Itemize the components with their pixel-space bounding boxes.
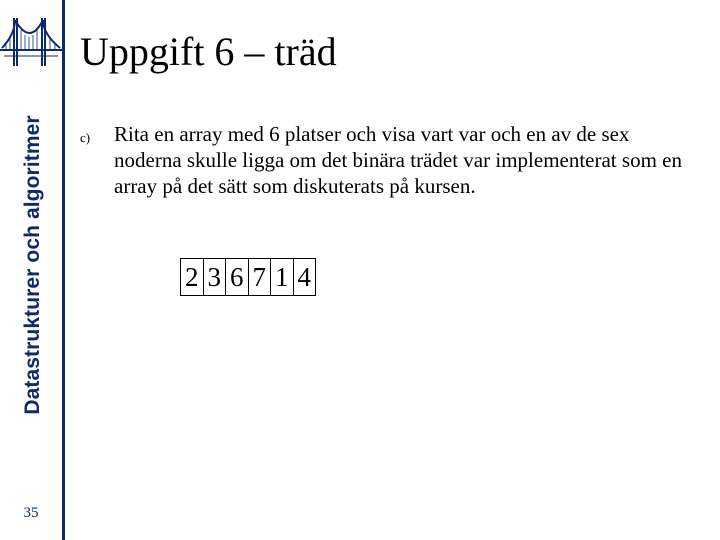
array-cell: 2	[181, 259, 204, 295]
sidebar-divider	[62, 0, 65, 540]
array-cell: 3	[204, 259, 227, 295]
bridge-logo-icon	[0, 12, 62, 74]
array-cell: 1	[271, 259, 294, 295]
bullet-text: Rita en array med 6 platser och visa vart var och en av de sex noderna skulle ligga om det binära trädet var implementerat som en array på det sätt som diskuterats på kursen.	[114, 122, 682, 198]
bullet-marker: c)	[80, 130, 91, 145]
page-number: 35	[23, 505, 39, 521]
slide-title: Uppgift 6 – träd	[80, 29, 337, 74]
sidebar	[0, 0, 62, 540]
array-cell: 4	[294, 259, 317, 295]
array-cell: 6	[226, 259, 249, 295]
array-diagram	[180, 258, 316, 296]
array-cell: 7	[249, 259, 272, 295]
course-title-vertical: Datastrukturer och algoritmer	[21, 115, 44, 415]
